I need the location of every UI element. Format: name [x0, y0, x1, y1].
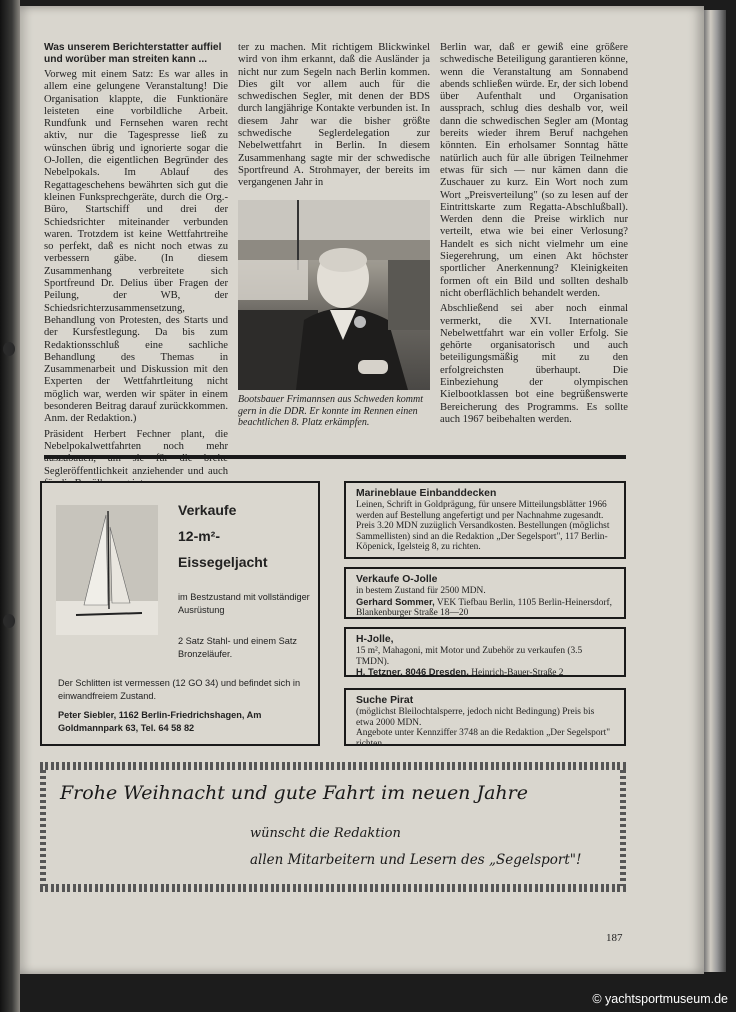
yacht-ad-title-3: Eissegeljacht: [178, 554, 268, 570]
article-column-3: [440, 42, 628, 429]
ad-contact-name: Gerhard Sommer,: [356, 595, 435, 607]
yacht-ad-title-2: 12-m²-: [178, 528, 221, 544]
article-paragraph: ter zu machen. Mit richtigem Blickwinkel wird von ihm erkannt, daß die Ausländer ja nicht nur zum Segeln nach Berlin kommen. Dies gilt vor allem auch für die schwedischen Segler, mit denen der BDS durch langjährige Kontakte verbunden ist. In diesem Jahr war die bisher größte schwedische Seglerdelegation zur Nebelwettfahrt in Berlin. In diesem Zusammenhang sagte mir der schwedische Sportfreund A. Strohmayer, der bereits im vergangenen Jahr in: [238, 42, 430, 189]
yacht-ad-equipment: im Bestzustand mit vollständiger Ausrüstung: [178, 592, 310, 615]
ornament-border-top: [40, 762, 626, 770]
ornament-border-left: [40, 770, 46, 886]
page-edge: [704, 10, 726, 972]
article-column-1: [44, 42, 228, 493]
ornament-border-bottom: [40, 884, 626, 892]
sailor-photo: [238, 200, 430, 390]
photo-illustration: [238, 200, 430, 390]
binding-hole: [3, 614, 15, 628]
yacht-ad-title: [178, 497, 316, 575]
yacht-ad-title-1: Verkaufe: [178, 502, 237, 518]
yacht-ad-contact: Peter Siebler, 1162 Berlin-Friedrichshagen, Am Goldmannpark 63, Tel. 64 58 82: [58, 710, 262, 733]
page-number: 187: [606, 932, 623, 944]
article-headline: Was unserem Berichterstatter auffiel und worüber man streiten kann ...: [44, 42, 222, 65]
ad-h-jolle: [344, 627, 626, 677]
section-divider: [44, 455, 626, 459]
ad-o-jolle: [344, 567, 626, 619]
ad-contact-name: H. Tetzner, 8046 Dresden,: [356, 666, 469, 678]
greeting-line-1: Frohe Weihnacht und gute Fahrt im neuen Jahre: [60, 782, 528, 804]
photo-caption: Bootsbauer Frimannsen aus Schweden kommt gern in die DDR. Er konnte im Rennen einen beachtlichen 8. Platz erkämpfen.: [238, 394, 423, 428]
ad-contact: Heinrich-Bauer-Straße 2: [471, 668, 564, 679]
article-column-2: [238, 42, 430, 193]
ad-text: Leinen, Schrift in Goldprägung, für unsere Mitteilungsblätter 1966 werden auf Bestellung angefertigt und per Nachnahme zugesandt. Preis 3.20 MDN zuzüglich Versandkosten. Bestellungen (möglichst Sammellisten) sind an die Redaktion „Der Segelsport", 117 Berlin-Köpenick, Igelsteig 8, zu richten.: [356, 500, 610, 553]
article-paragraph: Berlin war, daß er gewiß eine größere schwedische Beteiligung garantieren könne, wenn die Veranstaltung am Sonnabend abends schließen würde. Er, der sich lobend über Aufenthalt und Organisation aussprach, schlug dies deshalb vor, weil dann die schwedischen Segler am (Montag bereits wieder ihrem Beruf nachgehen könnten. Ein erholsamer Sonntag hätte natürlich auch für alle übrigen Teilnehmer etwas für sich — nur kämen dann die Zuschauer zu kurz. Ein Wort noch zum Wort „Preisverteilung" (so zu lesen auf der Eintrittskarte zum Regatta-Abschlußball). Werden denn die Preise wirklich nur verteilt, etwa wie bei einer Verlosung? Handelt es sich nicht vielmehr um eine Siegerehrung, um einen Akt höchster sportlicher Anerkennung? Kleinigkeiten formen oft ein Bild und sollten deshalb nicht oberflächlich behandelt werden.: [440, 42, 628, 299]
greeting-line-2: wünscht die Redaktion: [250, 826, 401, 841]
ad-text: 15 m², Mahagoni, mit Motor und Zubehör zu verkaufen (3.5 TMDN).: [356, 646, 583, 667]
ad-pirat: [344, 688, 626, 749]
ad-title: Suche Pirat: [356, 695, 414, 706]
article-paragraph: Vorweg mit einem Satz: Es war alles in allem eine gelungene Veranstaltung! Die Organisation klappte, die Funktionäre leisteten eine vorbildliche Arbeit. Rundfunk und Fernsehen waren recht aktiv, nur die Tagespresse ließ zu wünschen übrig und ignorierte sogar die O-Jollen, die eigentlichen Begründer des Nebelpokals. Im Ablauf des Regattageschehens bewährten sich gut die kleinen Funksprechgeräte, durch die Org.-Büro, Startschiff und drei der Schiedsrichter miteinander verbunden waren. Trotzdem ist keine Wettfahrtreihe so perfekt, daß es nicht noch etwas zu verbessern gäbe. (In diesem Zusammenhang verbreitete sich Sportfreund Dr. Delius über Fragen der Peilung, der WB, der Schiedsrichterzusammensetzung, Behandlung von Protesten, des Starts und der Kursfestlegung. Da bis zum Redaktionsschluß eine sachliche Behandlung des Themas in Zusammenarbeit und Diskussion mit den Experten der Wettfahrtleitung nicht möglich war, werden wir später in einem besonderen Beitrag darauf zurückkommen. Anm. der Redaktion.): [44, 69, 228, 425]
watermark: © yachtsportmuseum.de: [592, 992, 728, 1006]
ad-title: Marineblaue Einbanddecken: [356, 488, 497, 499]
ornament-border-right: [620, 770, 626, 886]
article-paragraph: Präsident Herbert Fechner plant, die Nebelpokalwettfahrten noch mehr Segleröffentlichkeit anziehender und auch: [44, 428, 228, 477]
binding-hole: [3, 342, 15, 356]
ad-title: Verkaufe O-Jolle: [356, 574, 438, 585]
ad-contact: VEK Tiefbau Berlin, 1105 Berlin-Heinersdorf, Blankenburger Straße 18—20: [356, 597, 613, 619]
greeting-line-3: allen Mitarbeitern und Lesern des „Segelsport"!: [250, 852, 582, 868]
ad-einbanddecken: [344, 481, 626, 559]
ad-eissegeljacht: [40, 481, 320, 746]
article-paragraph: Abschließend sei aber noch einmal vermerkt, die XVI. Internationale Nebelwettfahrt war ein voller Erfolg. Sie gehörte organisatorisch und auch beteiligungsmäßig mit zu den erfolgreichsten überhaupt. Die Einbeziehung der olympischen Kielbootklassen bot eine begrüßenswerte Bereicherung des Programms. Es sollte auch 1967 beibehalten werden.: [440, 303, 628, 425]
iceyacht-photo: [56, 505, 158, 635]
yacht-ad-condition: Der Schlitten ist vermessen (12 GO 34) und befindet sich in einwandfreiem Zustand.: [58, 678, 301, 701]
ad-text: in bestem Zustand für 2500 MDN.: [356, 586, 486, 596]
ad-text: Angebote unter Kennziffer 3748 an die Redaktion „Der Segelsport" richten.: [356, 728, 611, 749]
book-spine: [0, 0, 20, 1012]
yacht-ad-runners: 2 Satz Stahl- und einem Satz Bronzeläufer.: [178, 636, 297, 659]
ad-title: H-Jolle,: [356, 634, 394, 645]
ad-text: (möglichst Bleilochtalsperre, jedoch nicht Bedingung) Preis bis etwa 2000 MDN.: [356, 707, 595, 728]
